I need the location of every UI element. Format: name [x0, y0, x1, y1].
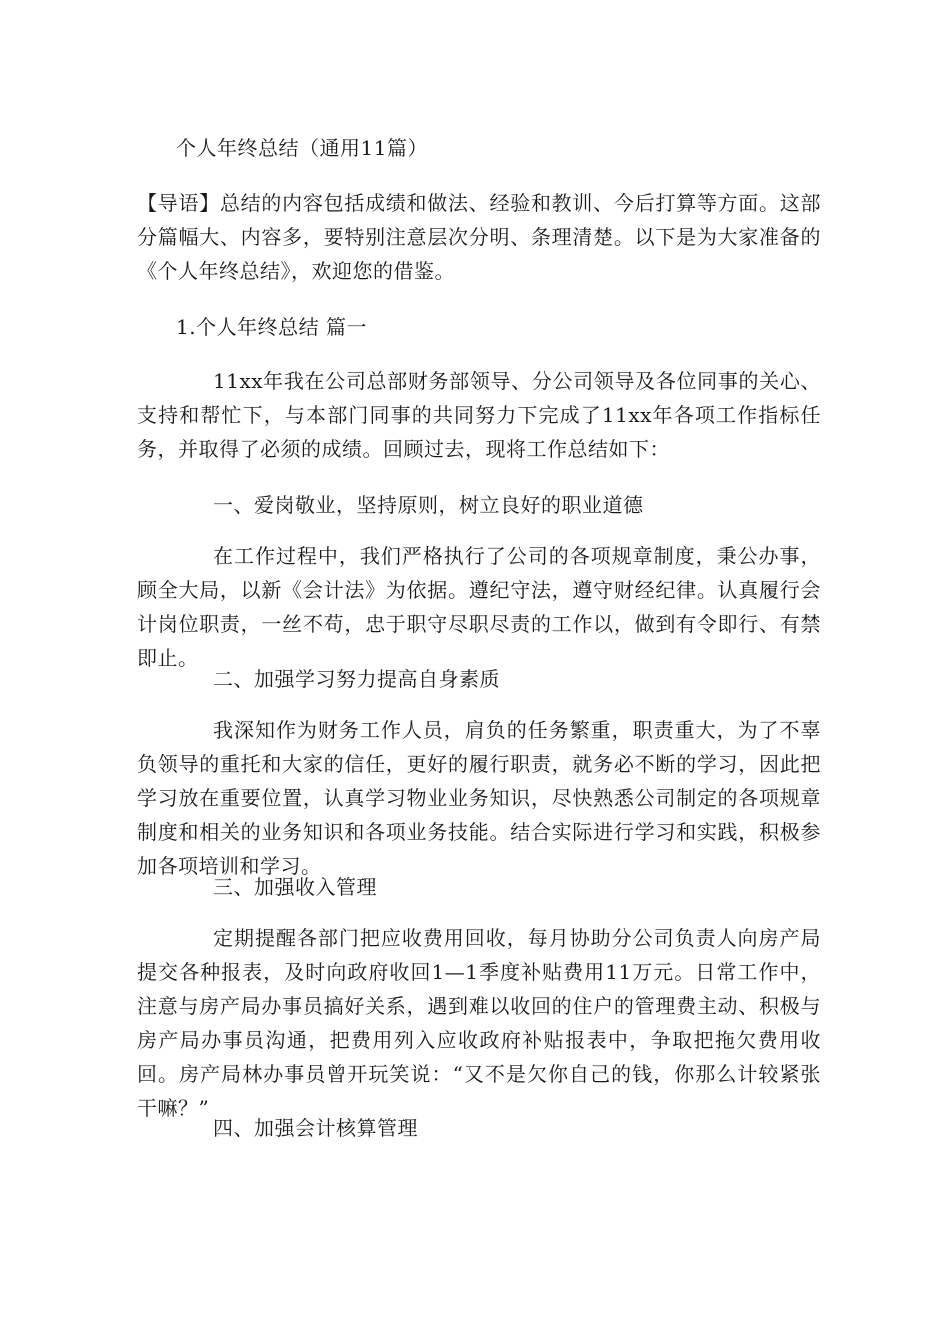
subheading-1: 一、爱岗敬业，坚持原则，树立良好的职业道德	[213, 493, 644, 517]
section-heading-1: 1.个人年终总结 篇一	[176, 315, 367, 339]
subheading-4: 四、加强会计核算管理	[213, 1116, 418, 1140]
subheading-3: 三、加强收入管理	[213, 875, 377, 899]
body-paragraph-2: 在工作过程中，我们严格执行了公司的各项规章制度，秉公办事，顾全大局，以新《会计法》为依据。遵纪守法，遵守财经纪律。认真履行会计岗位职责，一丝不苟，忠于职守尽职尽责的工作以，做到有令即行、有禁即止。	[137, 544, 821, 670]
body-paragraph-4: 定期提醒各部门把应收费用回收，每月协助分公司负责人向房产局提交各种报表，及时向政府收回1—1季度补贴费用11万元。日常工作中，注意与房产局办事员搞好关系，遇到难以收回的住户的管理费主动、积极与房产局办事员沟通，把费用列入应收政府补贴报表中，争取把拖欠费用收回。房产局林办事员曾开玩笑说：“又不是欠你自己的钱，你那么计较紧张干嘛？”	[137, 926, 821, 1120]
subheading-2: 二、加强学习努力提高自身素质	[213, 667, 500, 691]
body-paragraph-3: 我深知作为财务工作人员，肩负的任务繁重，职责重大，为了不辜负领导的重托和大家的信任，更好的履行职责，就务必不断的学习，因此把学习放在重要位置，认真学习物业业务知识，尽快熟悉公司制定的各项规章制度和相关的业务知识和各项业务技能。结合实际进行学习和实践，积极参加各项培训和学习。	[137, 718, 821, 878]
intro-paragraph: 【导语】总结的内容包括成绩和做法、经验和教训、今后打算等方面。这部分篇幅大、内容多，要特别注意层次分明、条理清楚。以下是为大家准备的《个人年终总结》，欢迎您的借鉴。	[137, 191, 821, 283]
body-paragraph-1: 11xx年我在公司总部财务部领导、分公司领导及各位同事的关心、支持和帮忙下，与本部门同事的共同努力下完成了11xx年各项工作指标任务，并取得了必须的成绩。回顾过去，现将工作总结如下：	[137, 369, 821, 461]
document-title: 个人年终总结（通用11篇）	[176, 136, 428, 160]
